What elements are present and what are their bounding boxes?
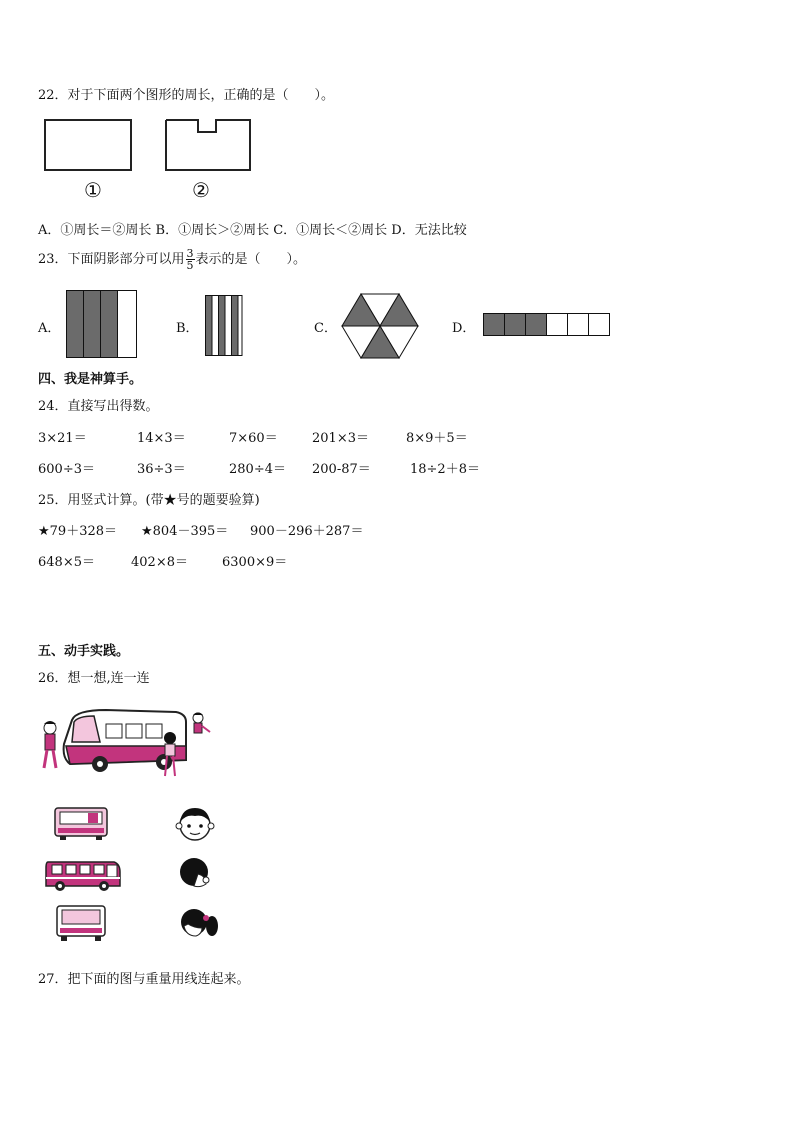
q23-fraction <box>186 248 195 271</box>
q23-option-c-label: C． <box>314 321 337 336</box>
bus-back-view-icon <box>56 904 108 944</box>
bus-front-view-icon <box>54 806 110 842</box>
q23-option-d-strip <box>483 313 613 337</box>
q23-option-b-label: B． <box>176 321 199 336</box>
q25-item: ★804－395＝ <box>141 524 229 539</box>
q24-stem: 24．直接写出得数。 <box>38 399 159 414</box>
q24-item: 36÷3＝ <box>137 462 186 477</box>
q23-option-a-label: A． <box>38 321 61 336</box>
section-4-title: 四、我是神算手。 <box>38 372 143 387</box>
fraction-denominator: 5 <box>186 259 194 272</box>
q23-option-c-hexagon <box>340 293 420 363</box>
q22-options: A．①周长＝②周长 B．①周长＞②周长 C．①周长＜②周长 D．无法比较 <box>38 223 467 238</box>
q23-option-b-stripes <box>205 295 245 357</box>
q25-item: 900－296＋287＝ <box>250 524 364 539</box>
girl-head-side-icon <box>178 904 220 940</box>
q24-item: 18÷2＋8＝ <box>410 462 480 477</box>
q24-item: 600÷3＝ <box>38 462 95 477</box>
q24-item: 7×60＝ <box>229 431 278 446</box>
q22-notched-figure <box>164 118 256 176</box>
q23-option-a-bars <box>66 290 140 360</box>
q22-stem: 22．对于下面两个图形的周长，正确的是（ ）。 <box>38 88 335 103</box>
q23-stem <box>38 248 306 271</box>
q24-item: 200-87＝ <box>312 462 371 477</box>
q22-fig2-label: ② <box>192 178 210 202</box>
q22-fig1-label: ① <box>84 178 102 202</box>
q26-stem: 26．想一想,连一连 <box>38 671 150 686</box>
q24-item: 8×9＋5＝ <box>406 431 468 446</box>
q25-item: 402×8＝ <box>131 555 188 570</box>
q22-rectangle-figure <box>44 118 136 176</box>
boy-face-front-icon <box>176 804 216 844</box>
q25-item: ★79＋328＝ <box>38 524 118 539</box>
bus-side-view-icon <box>44 858 122 894</box>
q23-stem-pre: 23．下面阴影部分可以用 <box>38 252 185 267</box>
q24-item: 14×3＝ <box>137 431 186 446</box>
q25-item: 648×5＝ <box>38 555 95 570</box>
q23-option-d-label: D． <box>452 321 476 336</box>
q23-stem-post: 表示的是（ ）。 <box>195 252 307 267</box>
section-5-title: 五、动手实践。 <box>38 644 130 659</box>
q24-item: 3×21＝ <box>38 431 87 446</box>
bus-scene-icon <box>36 706 216 786</box>
q24-item: 201×3＝ <box>312 431 369 446</box>
q25-item: 6300×9＝ <box>222 555 288 570</box>
q25-stem: 25．用竖式计算。(带★号的题要验算) <box>38 493 260 508</box>
boy-head-back-icon <box>178 856 214 892</box>
fraction-numerator: 3 <box>186 247 194 260</box>
q24-item: 280÷4＝ <box>229 462 286 477</box>
q27-stem: 27．把下面的图与重量用线连起来。 <box>38 972 250 987</box>
